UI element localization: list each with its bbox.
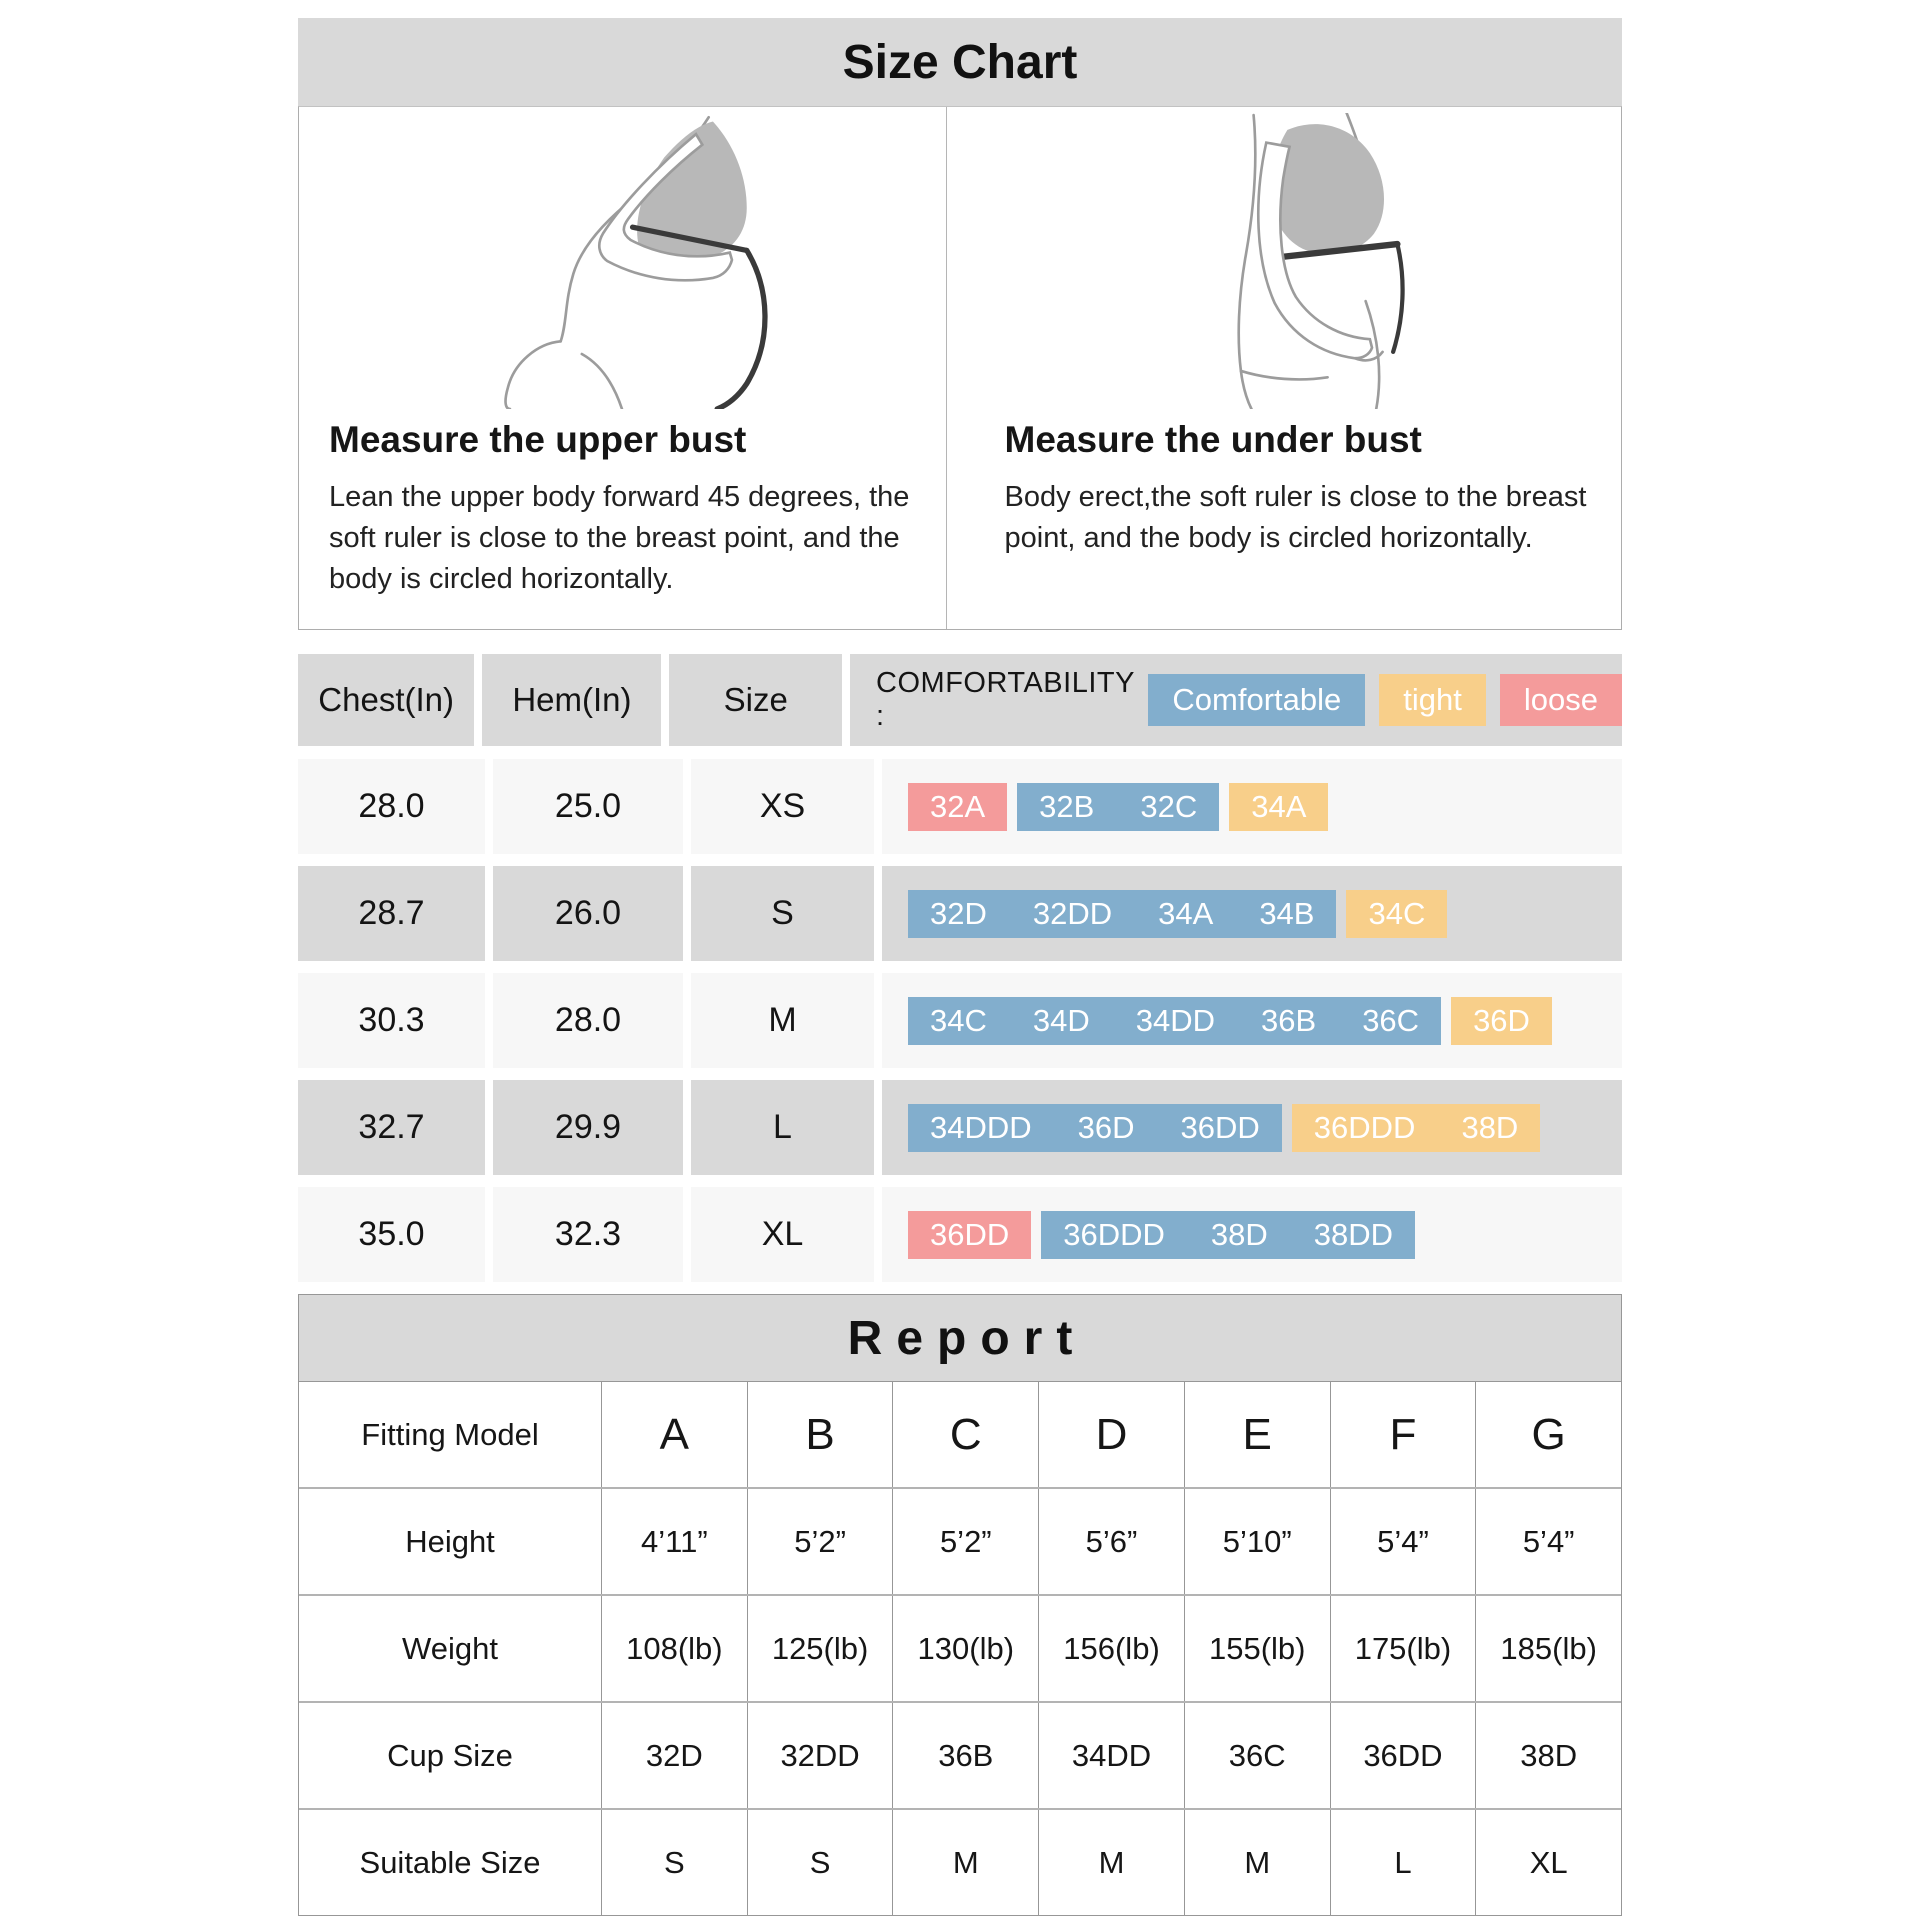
cup-size-label: 36B xyxy=(1261,1002,1317,1038)
legend-loose-badge: loose xyxy=(1500,674,1622,726)
report-cell: L xyxy=(1330,1810,1476,1915)
tight-badge xyxy=(1229,783,1328,831)
size-row xyxy=(298,866,1622,961)
report-row-label: Suitable Size xyxy=(359,1844,541,1880)
report-row xyxy=(299,1808,1621,1915)
report-cell: D xyxy=(1038,1382,1184,1487)
report-cell: 5’2” xyxy=(892,1489,1038,1594)
measure-body: Body erect,the soft ruler is close to the breast point, and the body is circled horizontally. xyxy=(1004,481,1587,555)
leaning-figure-drawing xyxy=(457,113,787,409)
hem-value: 29.9 xyxy=(493,1080,683,1175)
report-cell: B xyxy=(747,1382,893,1487)
cup-size-label: 32D xyxy=(930,895,987,931)
cup-size-label: 36D xyxy=(1473,1002,1530,1038)
cup-size-label: 34B xyxy=(1259,895,1315,931)
report-cell: M xyxy=(1184,1810,1330,1915)
size-value: XS xyxy=(691,759,874,854)
upper-bust-illustration xyxy=(329,113,916,409)
chest-value: 28.0 xyxy=(298,759,485,854)
report-cell: 36C xyxy=(1184,1703,1330,1808)
cup-size-label: 34D xyxy=(1032,1002,1090,1038)
chest-value: 32.7 xyxy=(298,1080,485,1175)
report-cell: 5’4” xyxy=(1475,1489,1621,1594)
report-cell: 32DD xyxy=(747,1703,893,1808)
cup-size-label: 34A xyxy=(1158,895,1214,931)
report-cell: G xyxy=(1475,1382,1621,1487)
measure-body: Lean the upper body forward 45 degrees, the soft ruler is close to the breast point, and the body is circled horizontally. xyxy=(329,481,910,596)
legend-tight-badge: tight xyxy=(1379,674,1486,726)
cup-size-label: 36C xyxy=(1362,1002,1420,1038)
hem-value: 26.0 xyxy=(493,866,683,961)
report-row-label: Fitting Model xyxy=(361,1416,539,1452)
report-row-label: Cup Size xyxy=(387,1737,513,1773)
report-row-label: Weight xyxy=(402,1630,498,1666)
report-cell: 155(lb) xyxy=(1184,1596,1330,1701)
report-cell: 125(lb) xyxy=(747,1596,893,1701)
comfortable-badge xyxy=(1017,783,1219,831)
report-cell: 36B xyxy=(892,1703,1038,1808)
comfortable-badge xyxy=(1041,1211,1415,1259)
report-row xyxy=(299,1701,1621,1808)
comfortable-badge xyxy=(908,890,1336,938)
comfort-cell xyxy=(882,759,1622,854)
report-title: Report xyxy=(299,1295,1621,1381)
measure-under-bust-section xyxy=(946,107,1622,629)
report-cell: 156(lb) xyxy=(1038,1596,1184,1701)
cup-size-label: 38DD xyxy=(1313,1216,1394,1252)
comfort-cell xyxy=(882,973,1622,1068)
size-table-header xyxy=(298,654,1622,746)
size-row xyxy=(298,759,1622,854)
report-cell: 5’10” xyxy=(1184,1489,1330,1594)
report-cell: 38D xyxy=(1475,1703,1621,1808)
cup-size-label: 38D xyxy=(1210,1216,1268,1252)
chest-value: 28.7 xyxy=(298,866,485,961)
report-cell: 5’4” xyxy=(1330,1489,1476,1594)
measure-heading: Measure the upper bust xyxy=(329,419,747,460)
cup-size-label: 34DDD xyxy=(930,1109,1032,1145)
size-chart-page xyxy=(298,0,1622,1916)
hem-value: 32.3 xyxy=(493,1187,683,1282)
size-row xyxy=(298,1080,1622,1175)
measure-upper-bust-section xyxy=(299,107,946,629)
report-cell: A xyxy=(601,1382,747,1487)
size-chart-title: Size Chart xyxy=(298,18,1622,106)
size-row xyxy=(298,973,1622,1068)
size-value: XL xyxy=(691,1187,874,1282)
chest-value: 30.3 xyxy=(298,973,485,1068)
cup-size-label: 36DDD xyxy=(1313,1109,1416,1145)
size-row xyxy=(298,1187,1622,1282)
report-table xyxy=(299,1381,1621,1915)
report-cell: 36DD xyxy=(1330,1703,1476,1808)
report-cell: M xyxy=(892,1810,1038,1915)
loose-badge xyxy=(908,1211,1031,1259)
cup-size-label: 36DD xyxy=(1180,1109,1260,1145)
cup-size-label: 34C xyxy=(1368,895,1426,931)
report-cell: 5’2” xyxy=(747,1489,893,1594)
report-cell: 32D xyxy=(601,1703,747,1808)
report-cell: S xyxy=(601,1810,747,1915)
report-row xyxy=(299,1594,1621,1701)
report-cell: 130(lb) xyxy=(892,1596,1038,1701)
report-cell: 108(lb) xyxy=(601,1596,747,1701)
cup-size-label: 32A xyxy=(930,788,986,824)
tight-badge xyxy=(1451,997,1552,1045)
size-table-rows xyxy=(298,759,1622,1282)
cup-size-label: 38D xyxy=(1461,1109,1519,1145)
cup-size-label: 34C xyxy=(930,1002,987,1038)
report-cell: 5’6” xyxy=(1038,1489,1184,1594)
cup-size-label: 36DD xyxy=(930,1216,1010,1252)
report-cell: 34DD xyxy=(1038,1703,1184,1808)
hem-value: 28.0 xyxy=(493,973,683,1068)
report-cell: M xyxy=(1038,1810,1184,1915)
comfortable-badge xyxy=(908,997,1441,1045)
size-column-header: Size xyxy=(669,654,842,746)
report-cell: S xyxy=(747,1810,893,1915)
report-row xyxy=(299,1381,1621,1487)
standing-figure-drawing xyxy=(1133,113,1463,409)
report-cell: 175(lb) xyxy=(1330,1596,1476,1701)
comfort-cell xyxy=(882,866,1622,961)
report-section xyxy=(298,1294,1622,1916)
cup-size-label: 36D xyxy=(1077,1109,1135,1145)
cup-size-label: 36DDD xyxy=(1063,1216,1165,1252)
report-cell: E xyxy=(1184,1382,1330,1487)
comfort-cell xyxy=(882,1187,1622,1282)
tight-badge xyxy=(1292,1104,1541,1152)
report-cell: 185(lb) xyxy=(1475,1596,1621,1701)
cup-size-label: 32C xyxy=(1140,788,1198,824)
hem-column-header: Hem(In) xyxy=(482,654,661,746)
loose-badge xyxy=(908,783,1007,831)
report-cell: F xyxy=(1330,1382,1476,1487)
size-value: S xyxy=(691,866,874,961)
chest-value: 35.0 xyxy=(298,1187,485,1282)
tight-badge xyxy=(1346,890,1447,938)
hem-value: 25.0 xyxy=(493,759,683,854)
size-value: M xyxy=(691,973,874,1068)
report-row-label: Height xyxy=(405,1523,495,1559)
comfortability-label: COMFORTABILITY : xyxy=(876,667,1135,732)
cup-size-label: 34DD xyxy=(1135,1002,1216,1038)
comfortability-header xyxy=(850,654,1622,746)
report-cell: XL xyxy=(1475,1810,1621,1915)
measure-heading: Measure the under bust xyxy=(1004,419,1422,460)
cup-size-label: 32B xyxy=(1039,788,1095,824)
chest-column-header: Chest(In) xyxy=(298,654,474,746)
measure-panel xyxy=(298,106,1622,630)
cup-size-label: 32DD xyxy=(1032,895,1113,931)
size-table xyxy=(298,654,1622,1282)
report-cell: C xyxy=(892,1382,1038,1487)
size-value: L xyxy=(691,1080,874,1175)
report-cell: 4’11” xyxy=(601,1489,747,1594)
comfortable-badge xyxy=(908,1104,1282,1152)
legend-comfortable-badge: Comfortable xyxy=(1148,674,1365,726)
report-row xyxy=(299,1487,1621,1594)
under-bust-illustration xyxy=(1005,113,1592,409)
cup-size-label: 34A xyxy=(1251,788,1307,824)
comfort-cell xyxy=(882,1080,1622,1175)
